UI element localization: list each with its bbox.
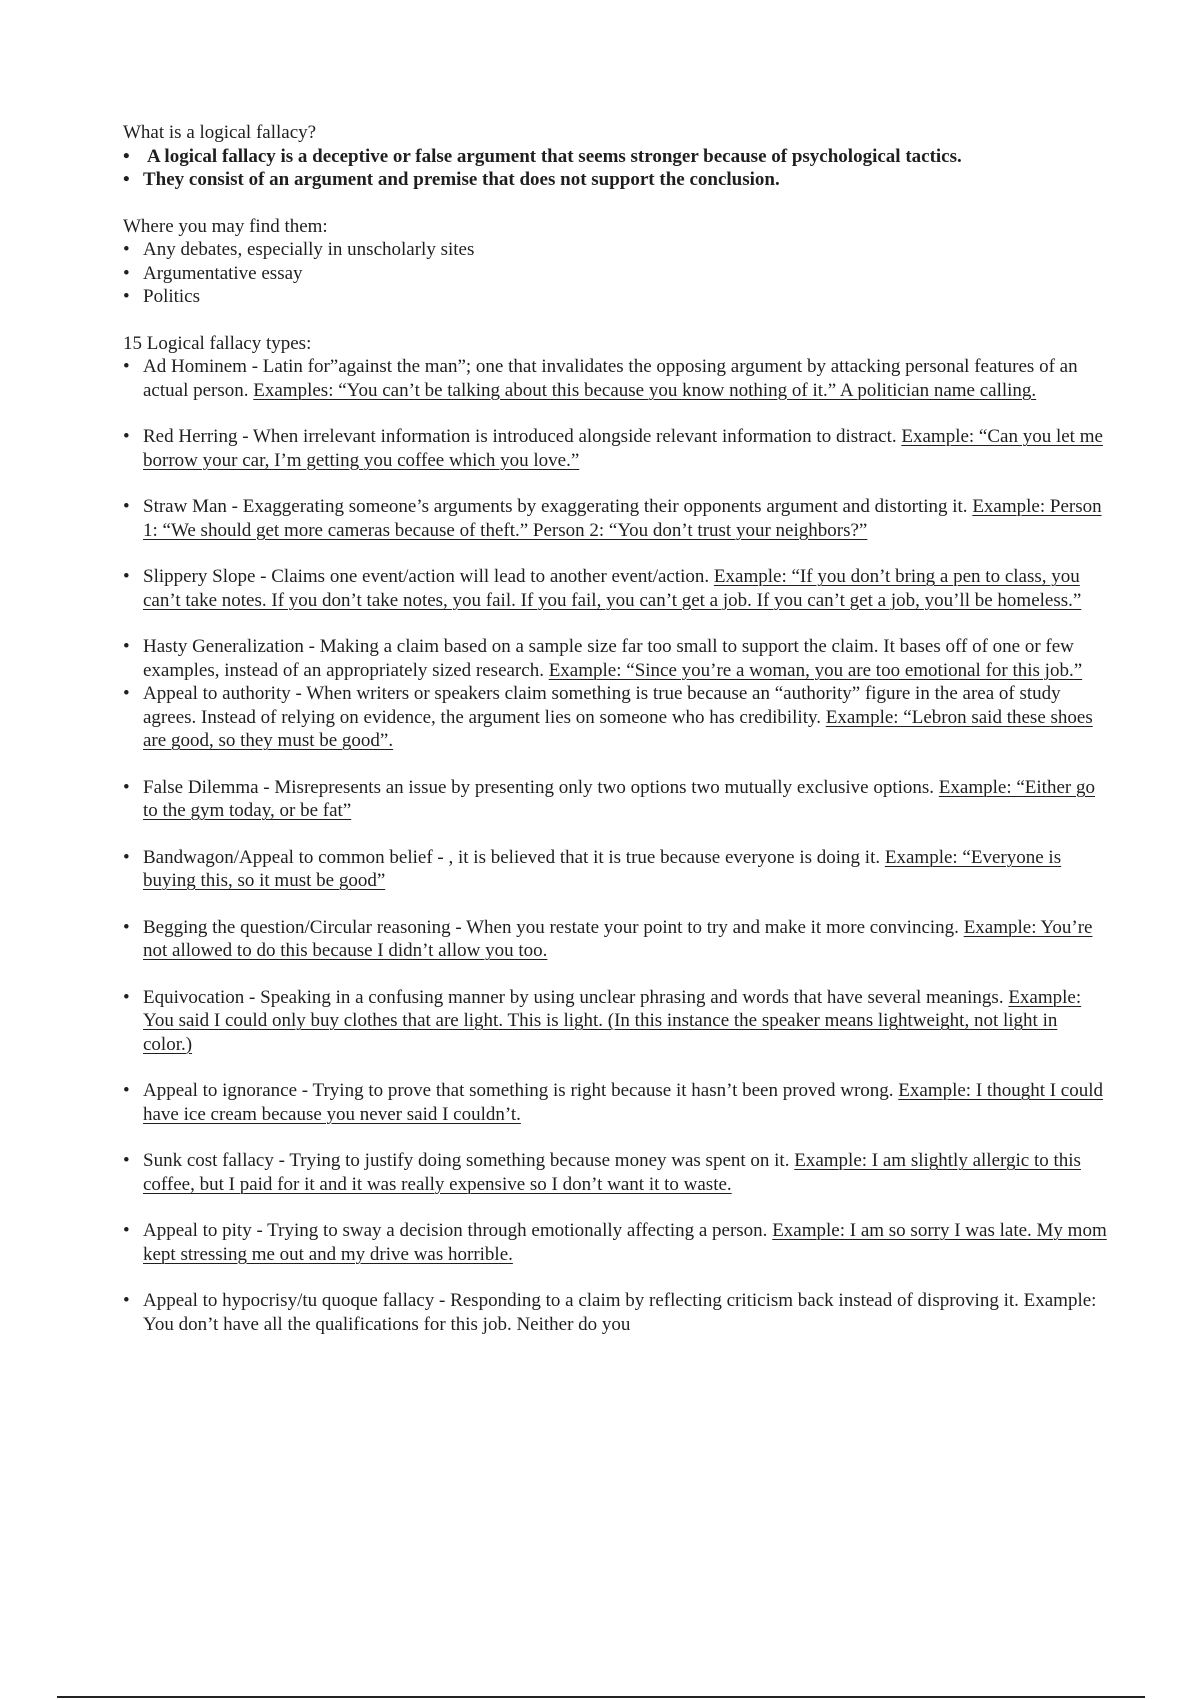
where-item: • Argumentative essay [123,262,1108,286]
fallacy-example: Example: Person 1: “We should get more cameras because of theft.” Person 2: “You don’t trust your neighbors?” [143,496,1102,541]
where-list [123,238,1108,309]
where-item: • Politics [123,285,1108,309]
fallacy-item [123,425,1108,472]
fallacy-item [123,635,1108,682]
fallacy-description: Equivocation - Speaking in a confusing manner by using unclear phrasing and words that have several meanings. [143,986,1009,1008]
intro-section [123,121,1108,192]
intro-point-text: They consist of an argument and premise that does not support the conclusion. [143,169,780,190]
fallacy-example: Example: I thought I could have ice cream because you never said I couldn’t. [143,1080,1104,1125]
fallacy-item [123,1219,1108,1266]
fallacy-description: Sunk cost fallacy - Trying to justify doing something because money was spent on it. [143,1150,795,1171]
fallacy-item [123,846,1108,893]
where-heading: Where you may find them: [123,215,328,237]
fallacy-description: Bandwagon/Appeal to common belief - , it is believed that it is true because everyone is doing it. [143,846,885,868]
fallacy-item [123,1149,1108,1196]
fallacy-item [123,916,1108,963]
fallacy-item [123,1289,1108,1336]
footer-divider [57,1696,1145,1698]
fallacy-example: Example: “Either go to the gym today, or be fat” [143,776,1095,821]
fallacy-description: Appeal to hypocrisy/tu quoque fallacy - Responding to a claim by reflecting criticism back instead of disproving it. Example: You don’t have all the qualifications for this job. Neither do you [143,1290,1097,1335]
types-section [123,332,1108,1337]
fallacy-description: Begging the question/Circular reasoning - When you restate your point to try and make it more convincing. [143,916,964,938]
where-section [123,215,1108,309]
intro-point [123,145,1108,169]
document-page [123,121,1108,1359]
fallacy-example: Example: You’re not allowed to do this because I didn’t allow you too. [143,916,1093,961]
fallacy-item [123,495,1108,542]
fallacy-example: Example: “Everyone is buying this, so it must be good” [143,846,1062,891]
fallacy-list [123,355,1108,1336]
fallacy-description: Ad Hominem - Latin for”against the man”; one that invalidates the opposing argument by attacking personal features of an actual person. [143,356,1078,401]
fallacy-item [123,986,1108,1057]
fallacy-description: False Dilemma - Misrepresents an issue by presenting only two options two mutually exclusive options. [143,776,939,798]
fallacy-example: Example: I am so sorry I was late. My mom kept stressing me out and my drive was horrible. [143,1220,1107,1265]
fallacy-description: Hasty Generalization - Making a claim based on a sample size far too small to support the claim. It bases off of one or few examples, instead of an appropriately sized research. [143,636,1074,681]
fallacy-description: Slippery Slope - Claims one event/action will lead to another event/action. [143,566,714,587]
intro-point [123,168,1108,192]
fallacy-description: Appeal to pity - Trying to sway a decision through emotionally affecting a person. [143,1220,773,1241]
intro-point-text: A logical fallacy is a deceptive or false argument that seems stronger because of psychological tactics. [147,145,962,167]
fallacy-example: Example: I am slightly allergic to this coffee, but I paid for it and it was really expensive so I don’t want it to waste. [143,1150,1081,1195]
fallacy-description: Red Herring - When irrelevant information is introduced alongside relevant information to distract. [143,426,902,447]
fallacy-item [123,682,1108,753]
fallacy-item [123,355,1108,402]
fallacy-item [123,1079,1108,1126]
fallacy-example: Example: “Lebron said these shoes are good, so they must be good”. [143,706,1093,751]
fallacy-item [123,565,1108,612]
fallacy-example: Example: “Since you’re a woman, you are too emotional for this job.” [548,659,1083,681]
intro-points [123,145,1108,192]
fallacy-item [123,776,1108,823]
fallacy-example: Examples: “You can’t be talking about this because you know nothing of it.” A politician name calling. [253,379,1037,401]
fallacy-example: Example: “If you don’t bring a pen to class, you can’t take notes. If you don’t take notes, you fail. If you fail, you can’t get a job. If you can’t get a job, you’ll be homeless.” [143,566,1082,611]
fallacy-description: Appeal to ignorance - Trying to prove that something is right because it hasn’t been proved wrong. [143,1080,899,1101]
fallacy-description: Appeal to authority - When writers or speakers claim something is true because an “authority” figure in the area of study agrees. Instead of relying on evidence, the argument lies on someone who has credibility. [143,683,1061,728]
types-heading: 15 Logical fallacy types: [123,332,312,354]
intro-heading: What is a logical fallacy? [123,122,317,143]
fallacy-example: Example: You said I could only buy clothes that are light. This is light. (In this instance the speaker means lightweight, not light in color.) [143,986,1082,1055]
fallacy-description: Straw Man - Exaggerating someone’s arguments by exaggerating their opponents argument and distorting it. [143,496,973,517]
where-item: • Any debates, especially in unscholarly sites [123,238,1108,262]
fallacy-example: Example: “Can you let me borrow your car, I’m getting you coffee which you love.” [143,426,1103,471]
